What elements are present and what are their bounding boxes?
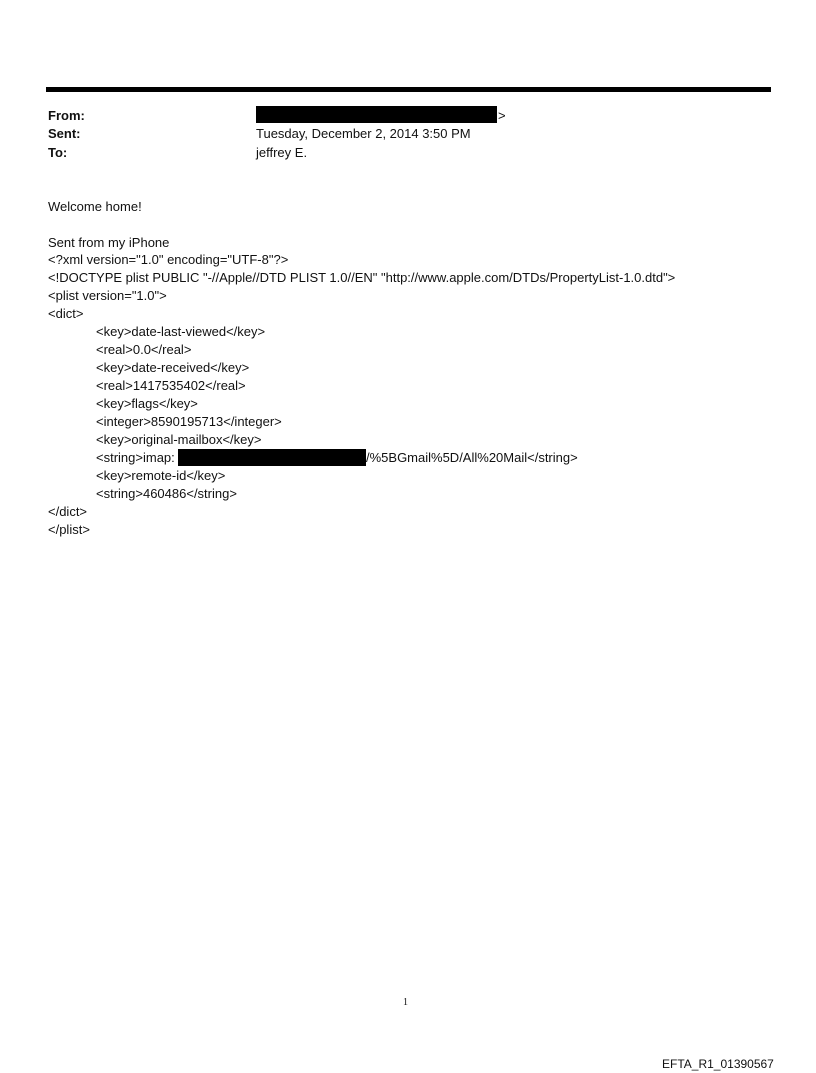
to-label: To: bbox=[48, 145, 68, 160]
integer-flags: <integer>8590195713</integer> bbox=[96, 414, 282, 429]
real-date-last-viewed: <real>0.0</real> bbox=[96, 342, 192, 357]
key-original-mailbox: <key>original-mailbox</key> bbox=[96, 432, 262, 447]
plist-close: </plist> bbox=[48, 522, 90, 537]
dict-close: </dict> bbox=[48, 504, 88, 519]
from-redaction bbox=[256, 106, 497, 123]
doctype-line: <!DOCTYPE plist PUBLIC "-//Apple//DTD PLIST 1.0//EN" "http://www.apple.com/DTDs/PropertyList-1.0.dtd"> bbox=[48, 270, 676, 285]
string-remote-id: <string>460486</string> bbox=[96, 486, 237, 501]
from-suffix: > bbox=[498, 108, 506, 123]
real-date-received: <real>1417535402</real> bbox=[96, 378, 246, 393]
bates-number: EFTA_R1_01390567 bbox=[662, 1057, 774, 1071]
signature: Sent from my iPhone bbox=[48, 235, 170, 250]
from-label: From: bbox=[48, 108, 85, 123]
plist-open: <plist version="1.0"> bbox=[48, 288, 167, 303]
sent-label: Sent: bbox=[48, 126, 81, 141]
string-imap-suffix: /%5BGmail%5D/All%20Mail</string> bbox=[366, 450, 578, 465]
header-rule bbox=[46, 87, 771, 92]
key-date-received: <key>date-received</key> bbox=[96, 360, 250, 375]
to-value: jeffrey E. bbox=[256, 145, 308, 160]
key-date-last-viewed: <key>date-last-viewed</key> bbox=[96, 324, 266, 339]
xml-declaration: <?xml version="1.0" encoding="UTF-8"?> bbox=[48, 252, 289, 267]
sent-value: Tuesday, December 2, 2014 3:50 PM bbox=[256, 126, 471, 141]
key-remote-id: <key>remote-id</key> bbox=[96, 468, 226, 483]
imap-redaction bbox=[178, 449, 366, 466]
page-number: 1 bbox=[403, 997, 408, 1008]
string-imap-prefix: <string>imap: bbox=[96, 450, 175, 465]
greeting: Welcome home! bbox=[48, 199, 142, 214]
key-flags: <key>flags</key> bbox=[96, 396, 198, 411]
dict-open: <dict> bbox=[48, 306, 84, 321]
